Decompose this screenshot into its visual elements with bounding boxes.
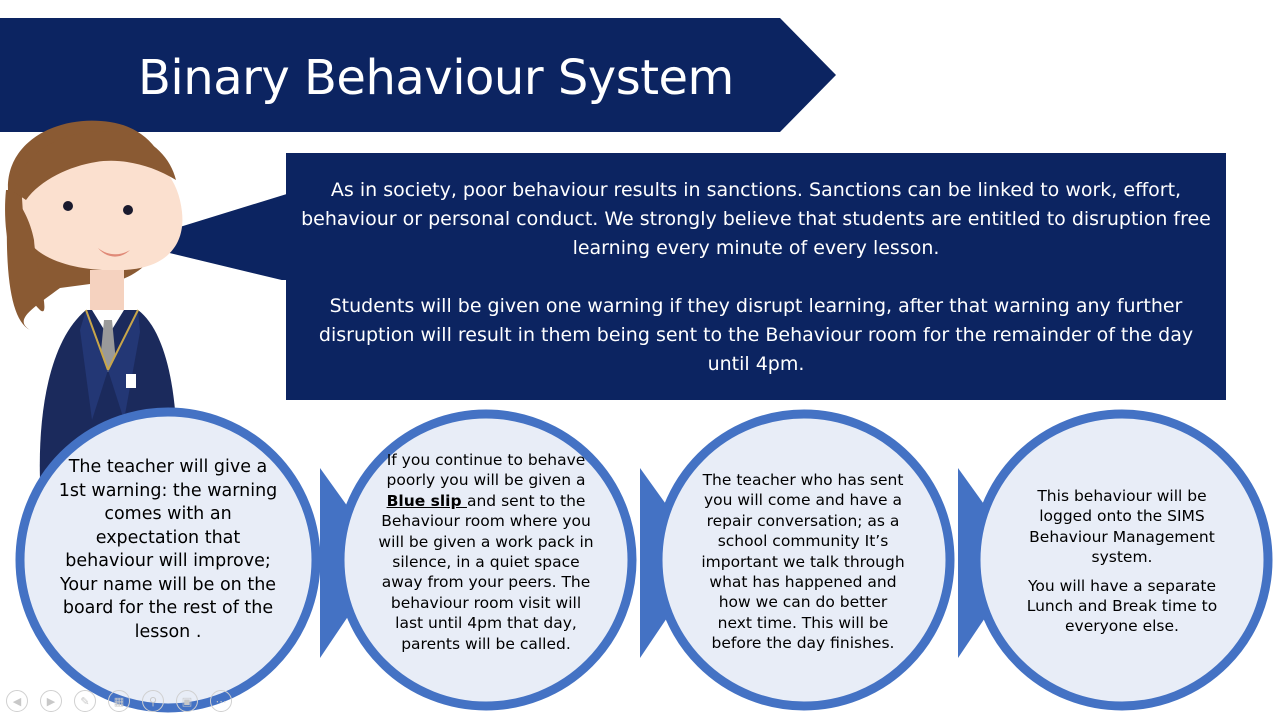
- step-1-text: The teacher will give a 1st warning: the warning comes with an expectation that behaviour will improve; Your name will be on the board for the rest of the lesson .: [58, 457, 278, 642]
- previous-icon[interactable]: ◀: [6, 690, 28, 712]
- step-2-text-start: If you continue to behave poorly you will be given a: [386, 451, 586, 490]
- slides-icon[interactable]: ▦: [108, 690, 130, 712]
- zoom-icon[interactable]: ⚲: [142, 690, 164, 712]
- step-4-paragraph-1: This behaviour will be logged onto the SIMS Behaviour Management system.: [1029, 487, 1215, 567]
- intro-paragraph: As in society, poor behaviour results in sanctions. Sanctions can be linked to work, effort, behaviour or personal conduct. We strongly believe that students are entitled to disruption free learning every minute of every lesson.: [301, 179, 1211, 259]
- subtitles-icon[interactable]: ▣: [176, 690, 198, 712]
- next-icon[interactable]: ▶: [40, 690, 62, 712]
- pen-icon[interactable]: ✎: [74, 690, 96, 712]
- step-2-text: [377, 450, 595, 654]
- warning-paragraph: Students will be given one warning if they disrupt learning, after that warning any further disruption will result in them being sent to the Behaviour room for the remainder of the day until 4pm.: [318, 295, 1194, 375]
- step-4-text: [1020, 486, 1224, 637]
- step-3-text: The teacher who has sent you will come and have a repair conversation; as a school community It’s important we talk through what has happened and how we can do better next time. This will be before the day finishes.: [701, 471, 905, 653]
- step-4-paragraph-2: You will have a separate Lunch and Break time to everyone else.: [1026, 576, 1218, 636]
- step-2-text-end: and sent to the Behaviour room where you will be given a work pack in silence, in a quiet space away from your peers. The behaviour room visit will last until 4pm that day, parents will be called.: [378, 491, 594, 653]
- blue-slip-emphasis: Blue slip: [386, 491, 467, 510]
- slide-title: Binary Behaviour System: [138, 50, 734, 106]
- more-icon[interactable]: ⋯: [210, 690, 232, 712]
